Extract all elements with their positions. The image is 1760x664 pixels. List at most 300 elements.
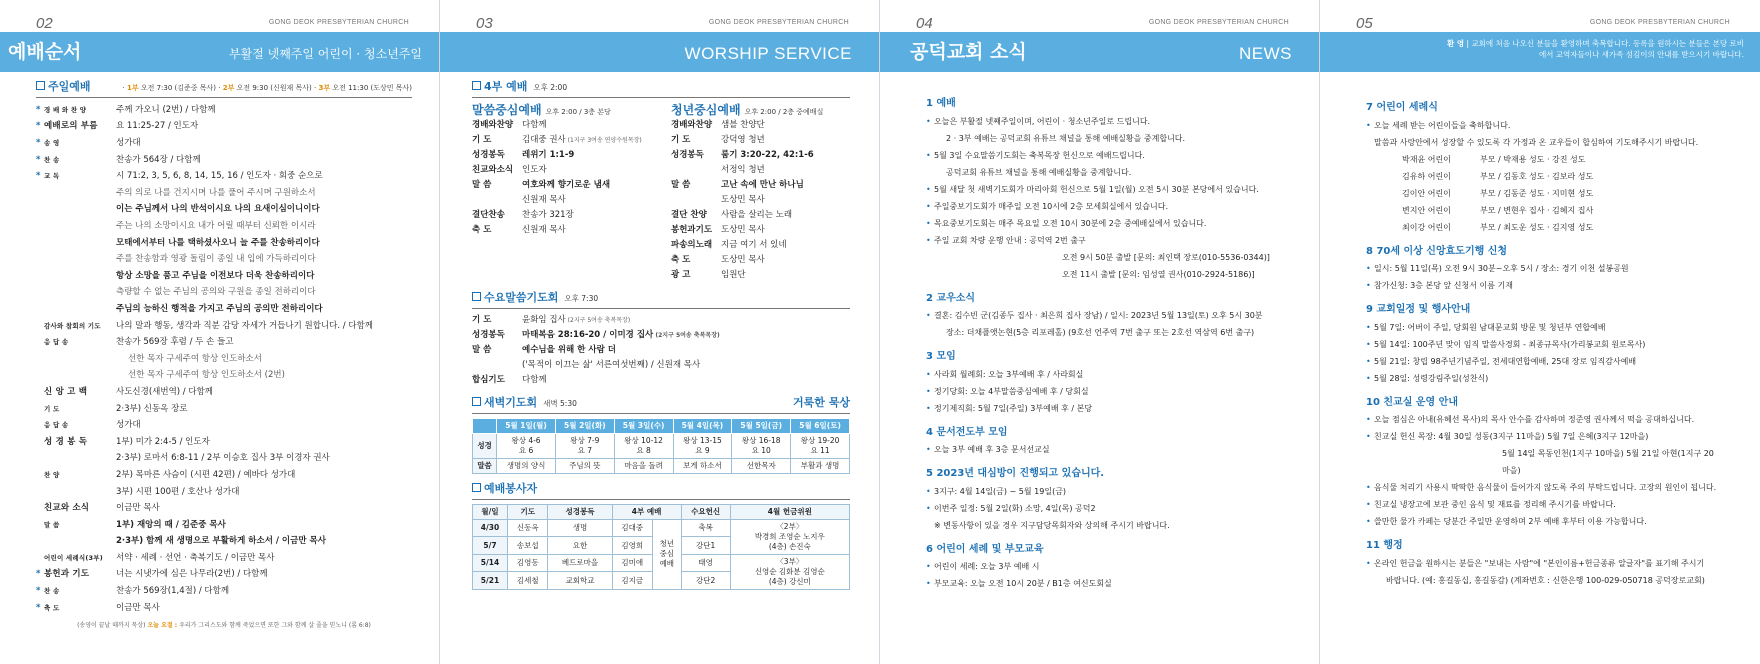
order-value: 1부) 미가 2:4-5 / 인도자 xyxy=(116,436,210,447)
news-line: • 주일중보기도회가 매주일 오전 10시에 2층 모세회실에서 있습니다. xyxy=(926,198,1280,215)
band-title: NEWS xyxy=(1239,44,1292,63)
order-label: 예배로의 부름 xyxy=(44,121,98,132)
section-label: 예배봉사자 xyxy=(484,481,538,495)
row-value: 찬송가 321장 xyxy=(522,210,574,221)
table-cell: 강단2 xyxy=(681,572,730,590)
row-value: 레위기 1:1-9 xyxy=(522,150,575,161)
order-value: 찬송가 569장 후렴 / 두 손 들고 xyxy=(116,337,234,348)
table-cell: 왕상 4-6 요 6 xyxy=(497,433,556,458)
asterisk-icon xyxy=(36,484,44,501)
order-rows-a xyxy=(36,102,412,185)
order-value: 찬송가 569장(1,4절) / 다함께 xyxy=(116,586,230,597)
order-label: 찬 송 xyxy=(44,587,60,596)
service-row xyxy=(671,268,850,283)
news-line: • 어린이 세례: 오늘 3부 예배 시 xyxy=(926,558,1280,575)
table-header-cell: 수요헌신 xyxy=(681,504,730,519)
row-value: 인도자 xyxy=(522,165,547,176)
section-time: 오후 2:00 xyxy=(533,83,568,92)
footnote xyxy=(36,622,412,630)
table-cell: 송보섭 xyxy=(507,537,547,555)
page-title: 예배순서 xyxy=(8,41,82,63)
service-time-value: 오전 11:30 (도상민 목사) xyxy=(330,84,412,92)
service-row xyxy=(472,133,651,148)
row-value: 도상민 목사 xyxy=(721,255,765,266)
service-rows xyxy=(472,118,651,238)
news-item-title: 3 모임 xyxy=(926,351,956,362)
order-row xyxy=(36,334,412,351)
order-label: 응 답 송 xyxy=(44,421,69,430)
table-cell: 부활과 생명 xyxy=(791,458,850,473)
news-item-title: 10 친교실 운영 안내 xyxy=(1366,396,1458,408)
row-label: 결단찬송 xyxy=(472,210,505,221)
news-line: ※ 변동사항이 있을 경우 지구담당목회자와 상의해 주시기 바랍니다. xyxy=(934,520,1170,530)
service-row xyxy=(671,223,850,238)
news-line: • 음식물 처리기 사용시 딱딱한 음식물이 들어가지 않도록 주의 부탁드립니다. 고장의 원인이 됩니다. xyxy=(1366,479,1720,496)
news-item-title: 11 행정 xyxy=(1366,540,1403,551)
news-line: • 5월 21일: 창립 98주년기념주일, 전세대연합예배, 25대 장로 임직감사예배 xyxy=(1366,353,1720,370)
table-header-cell: 4월 헌금위원 xyxy=(730,504,849,519)
asterisk-icon xyxy=(36,434,44,451)
row-label: 파송의노래 xyxy=(671,240,713,251)
service-row xyxy=(671,193,850,208)
order-label: 찬 양 xyxy=(44,470,60,479)
row-value: 샘블 찬양단 xyxy=(721,120,765,131)
section-time: 오후 7:30 xyxy=(564,294,599,304)
news-line: • 부모교육: 오늘 오전 10시 20분 / B1층 여신도회실 xyxy=(926,575,1280,592)
news-line: • 5월 14일: 100주년 맞이 임직 말씀사경회 - 최종규목사(가리봉교회 원로목사) xyxy=(1366,336,1720,353)
row-label xyxy=(472,358,522,373)
table-header-cell xyxy=(473,418,497,433)
row-note: (1지구 3여송 연양수원목장) xyxy=(565,137,642,145)
news-line: • 사라회 월례회: 오늘 3부예배 후 / 사라회실 xyxy=(926,366,1280,383)
order-label xyxy=(44,484,116,501)
order-row xyxy=(36,152,412,169)
wednesday-rows xyxy=(472,313,850,388)
row-label: 기 도 xyxy=(472,135,492,146)
baptism-name: 박재윤 어린이 xyxy=(1402,154,1451,164)
service-row xyxy=(671,163,850,178)
table-cell: 강단1 xyxy=(681,537,730,555)
news-line: • 정기당회: 오늘 4부말씀중심예배 후 / 당회실 xyxy=(926,383,1280,400)
service-row xyxy=(472,208,651,223)
page-number: 03 xyxy=(476,15,493,32)
order-value: 1부) 재앙의 때 / 김준중 목사 xyxy=(116,519,226,530)
row-note: (2지구 5여송 축복목장) xyxy=(565,316,631,324)
asterisk-icon: * xyxy=(36,171,41,182)
page-05 xyxy=(1320,0,1760,664)
news-line: • 정기제직회: 5월 7일(주일) 3부예배 후 / 본당 xyxy=(926,400,1280,417)
footnote-verse: 우리가 그리스도와 함께 죽었으면 또한 그와 함께 살 줄을 믿노니 (롬 6:8) xyxy=(179,622,371,630)
responsive-line: 모태에서부터 나를 택하셨사오니 늘 주를 찬송하리이다 xyxy=(116,237,320,248)
table-row xyxy=(473,519,850,537)
baptism-row xyxy=(1366,219,1720,236)
order-row xyxy=(36,384,412,401)
news-line: • 오늘은 부활절 넷째주일이며, 어린이 · 청소년주일로 드립니다. xyxy=(926,113,1280,130)
news-line: • 일시: 5월 11일(목) 오전 9시 30분~오후 5시 / 장소: 경기 이천 설봉공원 xyxy=(1366,260,1720,277)
row-label: 성경봉독 xyxy=(671,150,704,161)
table-header-cell: 기도 xyxy=(507,504,547,519)
asterisk-icon xyxy=(36,334,44,351)
fourth-service-columns xyxy=(472,102,850,283)
title-band xyxy=(440,32,880,72)
news-line: • 친교실 헌신 목장: 4월 30일 성동(3지구 11마을) 5월 7일 은혜(3지구 12마을) xyxy=(1366,428,1720,445)
table-cell: 생명의 양식 xyxy=(497,458,556,473)
page-number: 04 xyxy=(916,15,933,32)
table-cell: 요한 xyxy=(548,537,612,555)
order-label: 기 도 xyxy=(44,404,60,413)
row-value: 다함께 xyxy=(522,120,547,131)
table-cell: 김대중 xyxy=(612,519,652,537)
order-label: 어린이 세례식(3부) xyxy=(44,553,103,562)
page-04 xyxy=(880,0,1320,664)
table-cell: 선한목자 xyxy=(732,458,791,473)
order-label xyxy=(44,533,116,550)
row-label: 말 씀 xyxy=(671,180,691,191)
row-label: 경배와찬양 xyxy=(472,120,514,131)
title-band xyxy=(880,32,1320,72)
service-row xyxy=(671,118,850,133)
service-times: · 1부 오전 7:30 (김준중 목사) · 2부 오전 9:30 (신원재 목사) · 3부 오전 11:30 (도상민 목사) xyxy=(122,84,412,92)
news-item-title: 7 어린이 세례식 xyxy=(1366,102,1438,113)
page-subtitle: 부활절 넷째주일 어린이 · 청소년주일 xyxy=(229,47,422,61)
row-value: ('목적이 이끄는 삶' 서른여섯번째) / 신원재 목사 xyxy=(522,359,701,370)
servers-table xyxy=(472,504,850,590)
table-header-cell: 월/일 xyxy=(473,504,508,519)
table-cell: 김세철 xyxy=(507,572,547,590)
church-name: GONG DEOK PRESBYTERIAN CHURCH xyxy=(708,19,849,26)
table-cell: 김지금 xyxy=(612,572,652,590)
row-label: 말 씀 xyxy=(472,344,492,355)
news-line: • 5월 3일 수요말씀기도회는 축복목장 헌신으로 예배드립니다. xyxy=(926,147,1280,164)
square-icon xyxy=(472,292,481,301)
order-label: 신 앙 고 백 xyxy=(44,386,88,397)
row-label: 축 도 xyxy=(671,255,691,266)
table-cell-merged: 청년 중심 예배 xyxy=(653,519,682,589)
order-row xyxy=(36,450,412,467)
order-value: 이금만 목사 xyxy=(116,503,160,514)
order-value: 주께 가오니 (2번) / 다함께 xyxy=(116,104,216,115)
section-label: 수요말씀기도회 xyxy=(484,291,559,305)
table-cell: 축복 xyxy=(681,519,730,537)
table-cell: 5/21 xyxy=(473,572,508,590)
table-cell: 5/14 xyxy=(473,554,508,572)
table-header-cell: 5월 6일(토) xyxy=(791,418,850,433)
table-cell: 마음을 돌려 xyxy=(614,458,673,473)
order-label: 말 씀 xyxy=(44,520,60,529)
order-value: 2부) 목마른 사슴이 (시편 42편) / 예바다 성가대 xyxy=(116,469,296,480)
news-line: • 오늘 점심은 아내(유혜선 목사)의 목사 안수를 감사하며 정준영 권사께서 떡을 공대하십니다. xyxy=(1366,411,1720,428)
response-lyrics xyxy=(36,351,412,384)
news-item-title: 9 교회일정 및 행사안내 xyxy=(1366,304,1471,315)
service-row xyxy=(472,343,850,358)
baptism-row xyxy=(1366,202,1720,219)
service-time-value: 오전 9:30 (신원재 목사) xyxy=(234,84,312,92)
page-03 xyxy=(440,0,880,664)
order-value: 요 11:25-27 / 인도자 xyxy=(116,121,199,132)
order-value: 2·3부) 로마서 6:8-11 / 2부 이승호 집사 3부 이경자 권사 xyxy=(116,453,330,464)
news-line: • 결혼: 김수빈 군(김종두 집사 · 최은희 집사 장남) / 일시: 2023년 5월 13일(토) 오후 5시 30분 xyxy=(926,307,1280,324)
order-row xyxy=(36,600,412,617)
section-title xyxy=(472,291,850,309)
row-value: 신원재 목사 xyxy=(522,195,566,206)
table-cell-finance: 〈3부〉 신영순 김화분 김영순 (4층) 강신미 xyxy=(730,554,849,589)
news-line: • 5월 새달 첫 새벽기도회가 마리아회 헌신으로 5월 1일(월) 오전 5시 30분 본당에서 있습니다. xyxy=(926,181,1280,198)
section-title xyxy=(472,482,850,500)
asterisk-icon xyxy=(36,450,44,467)
table-header-row xyxy=(473,418,850,433)
section-right-label: 거룩한 묵상 xyxy=(793,395,850,409)
asterisk-icon: * xyxy=(36,138,41,149)
lyric-line: 선한 목자 구세주여 항상 인도하소서 (2번) xyxy=(128,370,285,381)
table-header-cell: 4부 예배 xyxy=(612,504,681,519)
section-title xyxy=(472,80,850,98)
church-name: GONG DEOK PRESBYTERIAN CHURCH xyxy=(1589,19,1730,26)
table-cell: 생명 xyxy=(548,519,612,537)
youth-centered-service xyxy=(671,102,850,283)
welcome-text: 환 영 | 교회에 처음 나오신 분들을 환영하며 축복합니다. 등록을 원하시는 분들은 본당 로비에서 교역자들이나 새가족 섬김이의 안내를 받으시기 바랍니다. xyxy=(1447,39,1744,60)
row-value: 마태복음 28:16-20 / 이미경 집사 (2지구 5여송 축복목장) xyxy=(522,329,720,340)
service-row xyxy=(671,208,850,223)
order-value: 너는 시냇가에 심은 나무라(2번) / 다함께 xyxy=(116,569,268,580)
table-cell: 김영동 xyxy=(507,554,547,572)
page-number: 02 xyxy=(36,15,53,32)
order-value: 사도신경(새번역) / 다함께 xyxy=(116,386,214,397)
news-item-title: 5 2023년 대심방이 진행되고 있습니다. xyxy=(926,468,1105,479)
asterisk-icon xyxy=(36,384,44,401)
order-value: 성가대 xyxy=(116,138,141,149)
order-value: 나의 말과 행동, 생각과 직분 감당 자세가 거듭나기 원합니다. / 다함께 xyxy=(116,320,373,331)
order-value: 시 71:2, 3, 5, 6, 8, 14, 15, 16 / 인도자 · 회중 순으로 xyxy=(116,171,323,182)
news-line: • 목요중보기도회는 매주 목요일 오전 10시 30분에 2층 중예배실에서 있습니다. xyxy=(926,215,1280,232)
row-value: 지금 여기 서 있네 xyxy=(721,240,787,251)
order-row xyxy=(36,318,412,335)
news-line: • 온라인 헌금을 원하시는 분들은 "보내는 사람"에 "본인이름+헌금종류 알글자"를 표기해 주시기 xyxy=(1366,555,1720,572)
section-title xyxy=(36,80,412,98)
news-line: 오전 11시 출발 [문의: 임성열 권사(010-2924-5186)] xyxy=(1062,269,1255,279)
order-label: 봉헌과 기도 xyxy=(44,569,90,580)
responsive-line: 측량할 수 없는 주님의 공의와 구원을 종일 전하리이다 xyxy=(116,287,316,298)
row-value: 사람을 살리는 노래 xyxy=(721,210,793,221)
news-line: • 오늘 세례 받는 어린이들을 축하합니다. xyxy=(1366,117,1720,134)
row-value: 서정익 청년 xyxy=(721,165,765,176)
row-value: 윤화임 집사 (2지구 5여송 축복목장) xyxy=(522,314,631,325)
order-label xyxy=(44,450,116,467)
row-label: 합심기도 xyxy=(472,374,505,385)
service-row xyxy=(671,253,850,268)
section-label: 새벽기도회 xyxy=(484,395,538,409)
square-icon xyxy=(472,483,481,492)
row-value: 강덕영 청년 xyxy=(721,135,765,146)
service-time-value: 오전 7:30 (김준중 목사) xyxy=(138,84,217,92)
section-title xyxy=(472,396,850,414)
order-row xyxy=(36,583,412,600)
service-row xyxy=(472,328,850,343)
responsive-line: 주의 의로 나를 건지시며 나를 풀어 주시며 구원하소서 xyxy=(116,187,316,198)
order-label: 교 독 xyxy=(44,172,60,181)
order-rows-c xyxy=(36,384,412,616)
asterisk-icon: * xyxy=(36,121,41,132)
square-icon xyxy=(472,81,481,90)
table-cell: 왕상 10-12 요 8 xyxy=(614,433,673,458)
row-label: 봉헌과기도 xyxy=(671,225,713,236)
order-label: 경 배 와 찬 양 xyxy=(44,105,87,114)
service-row xyxy=(671,148,850,163)
news-line: 말씀과 사랑안에서 성장할 수 있도록 각 가정과 온 교우들이 합심하여 기도해주시기 바랍니다. xyxy=(1374,137,1699,147)
order-of-worship xyxy=(0,80,412,630)
asterisk-icon xyxy=(36,533,44,550)
service-row xyxy=(671,133,850,148)
order-row xyxy=(36,533,412,550)
order-value: 2·3부) 함께 새 생명으로 부활하게 하소서 / 이금만 목사 xyxy=(116,536,326,547)
table-header-row xyxy=(473,504,850,519)
table-cell: 5/7 xyxy=(473,537,508,555)
order-value: 3부) 시편 100편 / 호산나 성가대 xyxy=(116,486,240,497)
order-row xyxy=(36,168,412,185)
baptism-name: 최이강 어린이 xyxy=(1402,222,1451,232)
news-line: • 5월 7일: 어버이 주일, 당회원 남대문교회 방문 및 청년부 연합예배 xyxy=(1366,319,1720,336)
order-row xyxy=(36,467,412,484)
news-line: 공덕교회 유튜브 채널을 통해 예배실황을 중계합니다. xyxy=(946,167,1132,177)
service-row xyxy=(671,238,850,253)
service-time-label: 1부 xyxy=(126,84,139,92)
order-value: 찬송가 564장 / 다함께 xyxy=(116,154,201,165)
baptism-name: 김이안 어린이 xyxy=(1402,188,1451,198)
news-item-title: 4 문서전도부 모임 xyxy=(926,426,1008,438)
asterisk-icon xyxy=(36,500,44,517)
table-header-cell: 5월 2일(화) xyxy=(555,418,614,433)
row-label: 축 도 xyxy=(472,225,492,236)
table-cell: 왕상 7-9 요 7 xyxy=(555,433,614,458)
baptism-list xyxy=(1366,151,1720,236)
order-row xyxy=(36,401,412,418)
service-row xyxy=(472,163,651,178)
news-line: • 5월 28일: 성령강림주일(성찬식) xyxy=(1366,370,1720,387)
service-name: 말씀중심예배 오후 2:00 / 3층 본당 xyxy=(472,102,611,117)
table-cell: 태영 xyxy=(681,554,730,572)
section-time: 새벽 5:30 xyxy=(543,398,577,408)
service-row xyxy=(472,118,651,133)
order-row xyxy=(36,135,412,152)
section-label: 4부 예배 xyxy=(484,80,528,93)
baptism-row xyxy=(1366,151,1720,168)
footnote-verse-label: 오늘 요절 : xyxy=(147,622,178,630)
table-header-cell: 성경봉독 xyxy=(548,504,612,519)
page-title: 공덕교회 소식 xyxy=(910,41,1027,63)
baptism-parents: 부모 / 최도운 성도 · 김지영 성도 xyxy=(1480,222,1594,232)
asterisk-icon: * xyxy=(36,586,41,597)
church-name: GONG DEOK PRESBYTERIAN CHURCH xyxy=(1148,19,1289,26)
order-row xyxy=(36,102,412,119)
news-line: • 쓸만한 물가 카페는 당분간 주일만 운영하며 2부 예배 후부터 이용 가능합니다. xyxy=(1366,513,1720,530)
asterisk-icon: * xyxy=(36,569,41,580)
table-cell: 보게 하소서 xyxy=(673,458,732,473)
table-cell: 왕상 19-20 요 11 xyxy=(791,433,850,458)
order-row xyxy=(36,550,412,567)
service-row xyxy=(472,223,651,238)
title-band xyxy=(0,32,440,72)
table-cell: 왕상 13-15 요 9 xyxy=(673,433,732,458)
row-value: 임원단 xyxy=(721,270,746,281)
order-label: 찬 송 xyxy=(44,155,60,164)
order-label: 감사와 참회의 기도 xyxy=(44,321,101,330)
order-row xyxy=(36,417,412,434)
news-line: • 참가신청: 3층 본당 앞 신청서 이름 기재 xyxy=(1366,277,1720,294)
order-value: 서약 · 세례 · 선언 · 축복기도 / 이금만 목사 xyxy=(116,552,275,563)
baptism-name: 김유하 어린이 xyxy=(1402,171,1451,181)
section-label: 주일예배 xyxy=(48,80,91,93)
asterisk-icon xyxy=(36,517,44,534)
word-centered-service xyxy=(472,102,651,283)
service-row xyxy=(472,178,651,193)
table-cell: 성경 xyxy=(473,433,497,458)
row-label: 결단 찬양 xyxy=(671,210,707,221)
row-value: 도상민 목사 xyxy=(721,225,765,236)
service-row xyxy=(472,193,651,208)
baptism-row xyxy=(1366,168,1720,185)
row-label: 친교와소식 xyxy=(472,165,514,176)
news-line: 오전 9시 50분 출발 [문의: 최인택 장로(010-5536-0344)] xyxy=(1062,252,1270,262)
table-cell: 김미애 xyxy=(612,554,652,572)
row-value: 룸기 3:20-22, 42:1-6 xyxy=(721,150,814,161)
service-row xyxy=(472,358,850,373)
asterisk-icon xyxy=(36,467,44,484)
asterisk-icon xyxy=(36,318,44,335)
asterisk-icon: * xyxy=(36,104,41,115)
order-value: 2·3부) 신동옥 장로 xyxy=(116,403,188,414)
order-value: 성가대 xyxy=(116,420,141,431)
row-label: 성경봉독 xyxy=(472,150,505,161)
row-value: 고난 속에 만난 하나님 xyxy=(721,180,804,191)
table-cell: 주님의 뜻 xyxy=(555,458,614,473)
table-cell: 4/30 xyxy=(473,519,508,537)
baptism-parents: 부모 / 김동호 성도 · 김보라 성도 xyxy=(1480,171,1594,181)
table-cell: 베드로마을 xyxy=(548,554,612,572)
row-label xyxy=(671,163,721,178)
service-row xyxy=(671,178,850,193)
baptism-name: 변지안 어린이 xyxy=(1402,205,1451,215)
row-value: 다함께 xyxy=(522,374,547,385)
responsive-line: 이는 주님께서 나의 반석이시요 나의 요새이심이니이다 xyxy=(116,204,320,215)
lyric-line: 선한 목자 구세주여 항상 인도하소서 xyxy=(128,353,262,364)
news-item-title: 6 어린이 세례 및 부모교육 xyxy=(926,543,1044,555)
service-name: 청년중심예배 오후 2:00 / 2층 중예배실 xyxy=(671,102,824,117)
baptism-parents: 부모 / 박재용 성도 · 강진 성도 xyxy=(1480,154,1586,164)
order-row xyxy=(36,118,412,135)
order-label: 친교와 소식 xyxy=(44,503,90,514)
order-value: 이금만 목사 xyxy=(116,602,160,613)
service-time-label: 2부 xyxy=(222,84,235,92)
order-rows-b xyxy=(36,318,412,351)
service-row xyxy=(472,313,850,328)
news-line: • 친교실 냉장고에 보관 중인 음식 및 재료를 정리해 주시기를 바랍니다. xyxy=(1366,496,1720,513)
table-header-cell: 5월 3일(수) xyxy=(614,418,673,433)
service-row xyxy=(472,148,651,163)
responsive-line: 주는 나의 소망이시요 내가 어릴 때부터 신뢰한 이시라 xyxy=(116,221,316,231)
table-header-cell: 5월 1일(월) xyxy=(497,418,556,433)
dawn-prayer-table xyxy=(472,418,850,474)
row-value: 신원재 목사 xyxy=(522,225,566,236)
row-note: (2지구 5여송 축복목장) xyxy=(653,331,720,339)
responsive-line: 주님의 능하신 행적을 가지고 주님의 공의만 전하리이다 xyxy=(116,303,323,314)
table-row xyxy=(473,433,850,458)
square-icon xyxy=(36,81,45,90)
news-line: • 주일 교회 차량 운행 안내 : 공덕역 2번 출구 xyxy=(926,232,1280,249)
order-row xyxy=(36,434,412,451)
service-row xyxy=(472,373,850,388)
square-icon xyxy=(472,397,481,406)
row-label xyxy=(472,193,522,208)
welcome-band xyxy=(1320,32,1760,72)
